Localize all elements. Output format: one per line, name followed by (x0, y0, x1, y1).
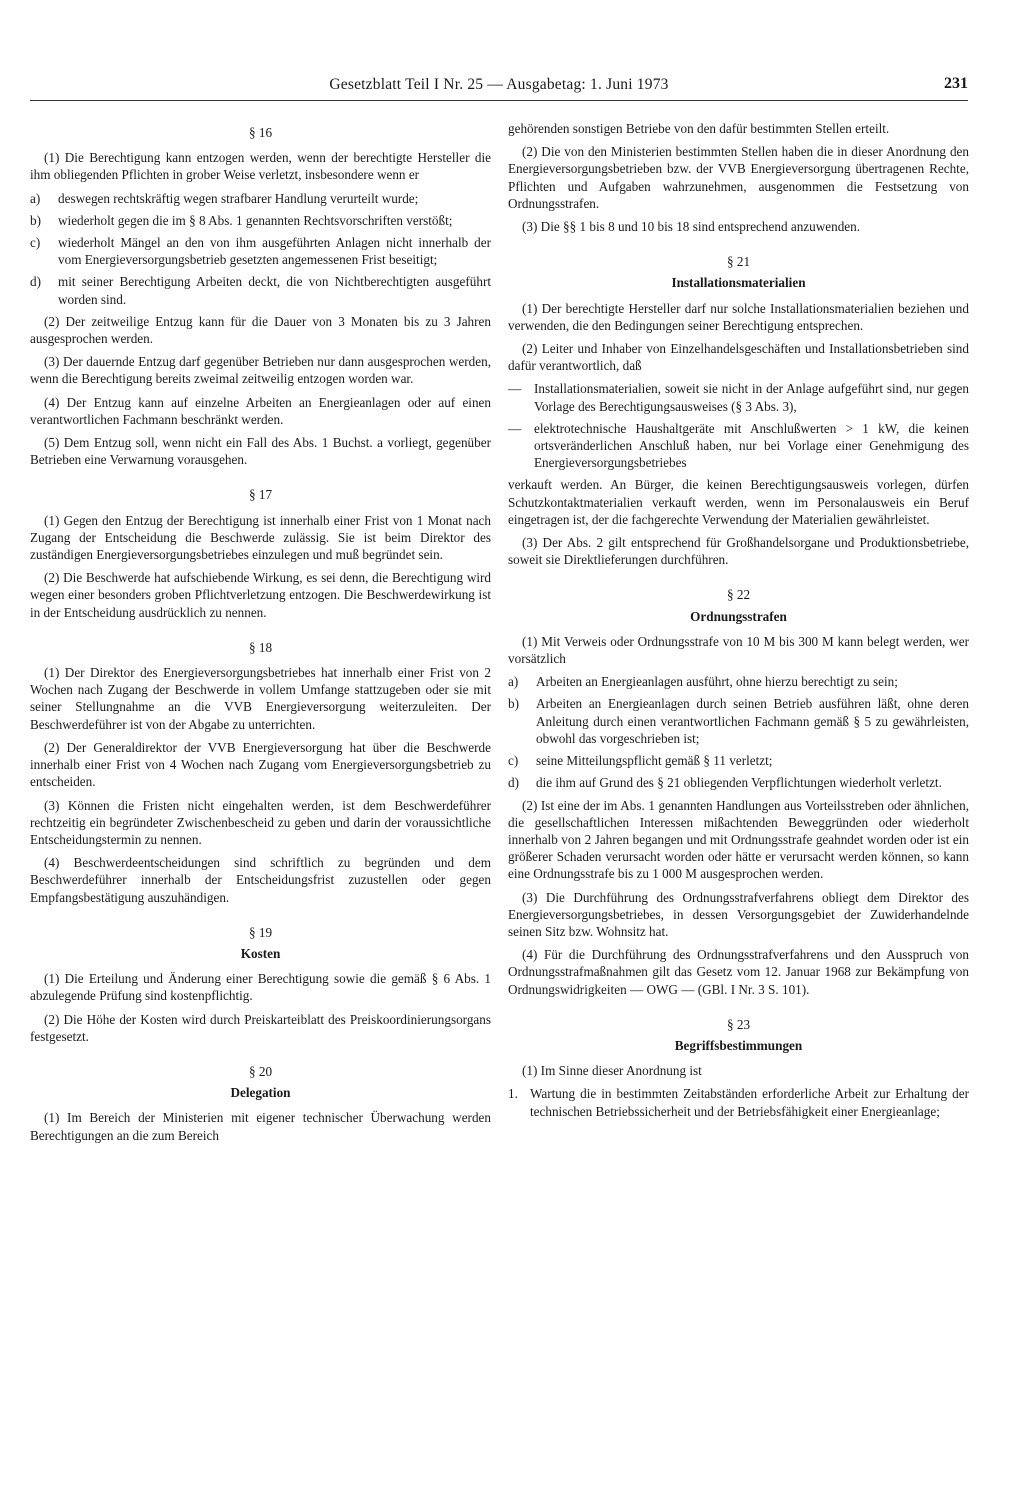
left-column (30, 120, 491, 1150)
list-item (508, 673, 969, 690)
paragraph: (3) Die Durchführung des Ordnungsstrafverfahrens obliegt dem Direktor des Energieversorgungsbetriebes, in dessen Versorgungsgebiet der Zuwiderhandelnde seinen Sitz bzw. Wohnsitz hat. (508, 889, 969, 939)
section-heading: § 23 (726, 1016, 751, 1032)
paragraph: verkauft werden. An Bürger, die keinen Berechtigungsausweis vorlegen, dürfen Schutzkontaktmaterialien verkauft werden, wenn im Personalausweis ein Beruf eingetragen ist, der die fachgerechte Verwendung der Materialien gewährleistet. (508, 477, 969, 527)
paragraph: (2) Ist eine der im Abs. 1 genannten Handlungen aus Vorteilsstreben oder ähnlichen, die gesellschaftlichen Interessen mißachtenden Beweggründen oder wiederholt innerhalb von 2 Jahren begangen und mit Ordnungsstrafe geahndet worden oder ist ein größerer Schaden verursacht worden oder hätte er verursacht werden können, so kann eine Ordnungsstrafe bis zu 1 000 M ausgesprochen werden. (508, 797, 969, 882)
page-number: 231 (944, 75, 968, 92)
paragraph: gehörenden sonstigen Betriebe von den dafür bestimmten Stellen erteilt. (508, 121, 890, 136)
list-marker: — (508, 420, 522, 436)
list-marker: a) (508, 674, 519, 690)
list-item (508, 420, 969, 472)
section-heading: § 21 (726, 254, 751, 270)
section-heading: § 17 (248, 487, 273, 503)
list-marker: c) (508, 753, 519, 769)
paragraph: (2) Der zeitweilige Entzug kann für die Dauer von 3 Monaten bis zu 3 Jahren ausgesprochen werden. (30, 313, 491, 347)
list-text: deswegen rechtskräftig wegen strafbarer Handlung verurteilt wurde; (58, 190, 419, 206)
list-text: wiederholt Mängel an den von ihm ausgeführten Anlagen nicht innerhalb der vom Energieversorgungsbetrieb gesetzten angemessenen Frist beseitigt; (58, 235, 491, 268)
paragraph: (1) Die Erteilung und Änderung einer Berechtigung sowie die gemäß § 6 Abs. 1 abzulegende Prüfung sind kostenpflichtig. (30, 971, 491, 1004)
paragraph: (1) Der Direktor des Energieversorgungsbetriebes hat innerhalb einer Frist von 2 Wochen nach Zugang der Beschwerde in vollem Umfange stattzugeben oder sie mit seiner Stellungnahme an die VVB Energieversorgung weiterzuleiten. Der Beschwerdeführer ist von der Abgabe zu unterrichten. (30, 665, 491, 732)
section-heading: § 20 (248, 1063, 273, 1079)
paragraph: (4) Für die Durchführung des Ordnungsstrafverfahrens und den Ausspruch von Ordnungsstrafmaßnahmen gilt das Gesetz vom 12. Januar 1968 zur Bekämpfung von Ordnungswidrigkeiten — OWG — (GBl. I Nr. 3 S. 101). (508, 947, 969, 997)
list-marker: a) (30, 190, 41, 206)
list-text: die ihm auf Grund des § 21 obliegenden Verpflichtungen wiederholt verletzt. (536, 775, 942, 791)
list-text: Wartung die in bestimmten Zeitabständen erforderliche Arbeit zur Erhaltung der technischen Betriebssicherheit und der Betriebsfähigkeit einer Energieanlage; (530, 1086, 969, 1119)
section-heading: § 18 (248, 639, 273, 655)
page-header (30, 74, 968, 101)
list-item (30, 273, 491, 307)
right-column (508, 120, 969, 1125)
list-text: wiederholt gegen die im § 8 Abs. 1 genannten Rechtsvorschriften verstößt; (58, 212, 453, 228)
section-title: Ordnungsstrafen (690, 608, 787, 624)
list-item (508, 1085, 969, 1119)
list-item (508, 774, 969, 791)
list-text: Installationsmaterialien, soweit sie nicht in der Anlage aufgeführt sind, nur gegen Vorlage des Berechtigungsausweises (§ 3 Abs. 3), (534, 381, 969, 414)
list-marker: b) (30, 212, 41, 228)
paragraph: (3) Der dauernde Entzug darf gegenüber Betrieben nur dann ausgesprochen werden, wenn die Berechtigung bereits zweimal zeitweilig entzogen worden war. (30, 354, 491, 387)
list-item (30, 190, 491, 207)
section-title: Installationsmaterialien (671, 275, 806, 291)
section-title: Kosten (240, 945, 281, 961)
section-heading: § 22 (726, 587, 751, 603)
paragraph: (3) Können die Fristen nicht eingehalten werden, ist dem Beschwerdeführer rechtzeitig ein begründeter Zwischenbescheid zu geben und darin der voraussichtliche Entscheidungstermin zu nennen. (30, 797, 491, 847)
list-text: Arbeiten an Energieanlagen durch seinen Betrieb ausführen läßt, ohne deren Anleitung durch einen verantwortlichen Fachmann gemäß § 5 zu gewährleisten, obwohl das vorgeschrieben ist; (536, 696, 969, 746)
list-text: mit seiner Berechtigung Arbeiten deckt, die von Nichtberechtigten ausgeführt worden sind. (58, 274, 491, 307)
paragraph: (1) Mit Verweis oder Ordnungsstrafe von 10 M bis 300 M kann belegt werden, wer vorsätzlich (508, 633, 969, 667)
list-item (30, 212, 491, 229)
paragraph: (3) Der Abs. 2 gilt entsprechend für Großhandelsorgane und Produktionsbetriebe, soweit sie Direktlieferungen durchführen. (508, 535, 969, 568)
section-heading: § 16 (248, 125, 273, 140)
section-title: Delegation (230, 1085, 291, 1101)
publication-title: Gesetzblatt Teil I Nr. 25 — Ausgabetag: 1. Juni 1973 (329, 76, 669, 93)
paragraph: (5) Dem Entzug soll, wenn nicht ein Fall des Abs. 1 Buchst. a vorliegt, gegenüber Betrieben eine Verwarnung vorausgehen. (30, 435, 491, 468)
section-heading: § 19 (248, 924, 273, 940)
list-item (508, 752, 969, 769)
list-marker: b) (508, 696, 519, 712)
list-marker: — (508, 381, 522, 397)
list-text: seine Mitteilungspflicht gemäß § 11 verletzt; (536, 753, 773, 769)
paragraph: (2) Leiter und Inhaber von Einzelhandelsgeschäften und Installationsbetrieben sind dafür verantwortlich, daß (508, 341, 969, 374)
list-marker: c) (30, 235, 41, 251)
paragraph: (4) Beschwerdeentscheidungen sind schriftlich zu begründen und dem Beschwerdeführer innerhalb der Entscheidungsfrist zuzustellen oder gegen Empfangsbestätigung auszuhändigen. (30, 855, 491, 905)
list-text: Arbeiten an Energieanlagen ausführt, ohne hierzu berechtigt zu sein; (536, 674, 898, 690)
section-title: Begriffsbestimmungen (674, 1037, 803, 1053)
list-item (30, 234, 491, 268)
paragraph: (3) Die §§ 1 bis 8 und 10 bis 18 sind entsprechend anzuwenden. (522, 219, 861, 235)
paragraph: (1) Im Bereich der Ministerien mit eigener technischer Überwachung werden Berechtigungen an die zum Bereich (30, 1110, 491, 1143)
list-marker: d) (508, 775, 519, 791)
paragraph: (2) Die Beschwerde hat aufschiebende Wirkung, es sei denn, die Berechtigung wird wegen einer besonders groben Pflichtverletzung entzogen. Die Beschwerdewirkung ist in der Entscheidung ausdrücklich zu nennen. (30, 570, 491, 620)
list-marker: d) (30, 274, 41, 290)
list-item (508, 380, 969, 414)
paragraph: (1) Gegen den Entzug der Berechtigung ist innerhalb einer Frist von 1 Monat nach Zugang der Entscheidung die Beschwerde zulässig. Sie ist beim Direktor des zuständigen Energieversorgungsbetriebes einzulegen und muß begründet sein. (30, 512, 491, 563)
paragraph: (1) Der berechtigte Hersteller darf nur solche Installationsmaterialien beziehen und verwenden, die den Bedingungen seiner Berechtigung entsprechen. (508, 300, 969, 333)
paragraph: (1) Im Sinne dieser Anordnung ist (522, 1063, 702, 1079)
paragraph: (2) Der Generaldirektor der VVB Energieversorgung hat über die Beschwerde innerhalb einer Frist von 4 Wochen nach Zugang vom Energieversorgungsbetrieb zu entscheiden. (30, 739, 491, 790)
list-item (508, 695, 969, 747)
list-marker: 1. (508, 1086, 518, 1102)
paragraph: (1) Die Berechtigung kann entzogen werden, wenn der berechtigte Hersteller die ihm obliegenden Pflichten in grober Weise verletzt, insbesondere wenn er (30, 150, 491, 183)
list-text: elektrotechnische Haushaltgeräte mit Anschlußwerten > 1 kW, die keinen ortsveränderlichen Anschluß haben, nur bei Vorlage einer Genehmigung des Energieversorgungsbetriebes (534, 420, 969, 471)
paragraph: (4) Der Entzug kann auf einzelne Arbeiten an Energieanlagen oder auf einen verantwortlichen Fachmann beschränkt werden. (30, 394, 491, 427)
paragraph: (2) Die von den Ministerien bestimmten Stellen haben die in dieser Anordnung den Energieversorgungsbetrieben bzw. der VVB Energieversorgung übertragenen Rechte, Pflichten und Aufgaben wahrzunehmen, ausgenommen die Festsetzung von Ordnungsstrafen. (508, 144, 969, 211)
paragraph: (2) Die Höhe der Kosten wird durch Preiskarteiblatt des Preiskoordinierungsorgans festgesetzt. (30, 1011, 491, 1044)
